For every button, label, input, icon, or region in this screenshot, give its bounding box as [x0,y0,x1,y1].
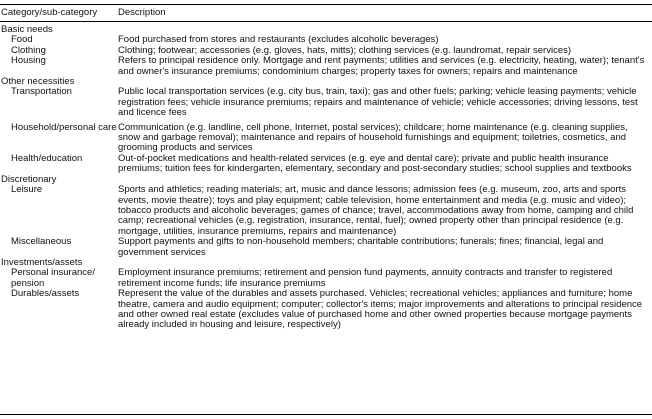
table-body [0,22,652,331]
description-cell: Out-of-pocket medications and health-related services (e.g. eye and dental care); private and public health insurance premiums; tuition fees for kindergarten, elementary, secondary and post-secondary studies; school supplies and textbooks [118,152,632,175]
subcategory-label: Leisure [11,184,43,196]
subcategory-label: Health/education [11,152,83,164]
subcategory-label: Housing [11,55,46,67]
table-row [0,56,652,77]
header-description: Description [118,6,166,18]
expenditure-category-table [0,4,652,331]
bottom-rule [0,414,652,415]
group-label: Discretionary [1,173,57,185]
description-cell: Food purchased from stores and restaurants (excludes alcoholic beverages) [118,34,439,46]
subcategory-label: Durables/assets [11,288,80,300]
table-row [0,87,652,118]
description-cell: Sports and athletics; reading materials; art, music and dance lessons; admission fees (e.g. museum, zoo, arts and sports events, movie theatre); toys and play equipment; cable television, home entertainment and media (e.g. music and video); tobacco products and alcoholic beverages; games of chance; travel, accommodations away from home, camping and child camp; recreational vehicles (e.g. registration, insurance, rental, fuel); owned property other than principal residence (e.g. mortgage, utilities, insurance premiums, repairs and maintenance) [118,184,634,237]
table-row [0,268,652,289]
subcategory-label: Clothing [11,44,46,56]
subcategory-label: Transportation [11,86,72,98]
description-cell: Employment insurance premiums; retirement and pension fund payments, annuity contracts and transfer to registered retirement income funds; life insurance premiums [118,267,613,289]
table-row [0,237,652,258]
description-cell: Represent the value of the durables and assets purchased. Vehicles; recreational vehicles; appliances and furniture; home theatre, camera and audio equipment; computer; collector's items; major improvements and alterations to principal residence and other owned real estate (excludes value of purchased home and other owned properties because mortgage payments already included in housing and leisure, respectively) [118,288,643,331]
header-category: Category/sub-category [1,6,98,18]
description-cell: Support payments and gifts to non-household members; charitable contributions; funerals; fines; financial, legal and government services [118,236,604,258]
group-label: Investments/assets [1,256,83,268]
group-label: Other necessities [1,76,75,88]
description-cell: Clothing; footwear; accessories (e.g. gloves, hats, mitts); clothing services (e.g. laundromat, repair services) [118,44,572,56]
table-row [0,154,652,175]
description-cell: Communication (e.g. landline, cell phone, Internet, postal services); childcare; home maintenance (e.g. cleaning supplies, snow and garbage removal); maintenance and repairs of household furnishings and equipment; toiletries, cosmetics, and grooming products and services [118,121,628,154]
table-row [0,185,652,237]
subcategory-label: Miscellaneous [11,236,72,248]
table-row [0,289,652,331]
subcategory-label: Food [11,34,33,46]
description-cell: Public local transportation services (e.g. city bus, train, taxi); gas and other fuels; parking; vehicle leasing payments; vehicle registration fees; vehicle insurance premiums; repairs and maintenance of vehicle; vehicle accessories; driving lessons, test and licence fees [118,86,638,119]
table-header [0,5,652,22]
subcategory-label: Personal insurance/ pension [11,267,95,289]
description-cell: Refers to principal residence only. Mortgage and rent payments; utilities and services (e.g. electricity, heating, water); tenant's and owner's insurance premiums; condominium charges; property taxes for owners; repairs and maintenance [118,55,645,77]
subcategory-label: Household/personal care [11,121,117,133]
group-label: Basic needs [1,24,53,35]
table-row [0,123,652,154]
